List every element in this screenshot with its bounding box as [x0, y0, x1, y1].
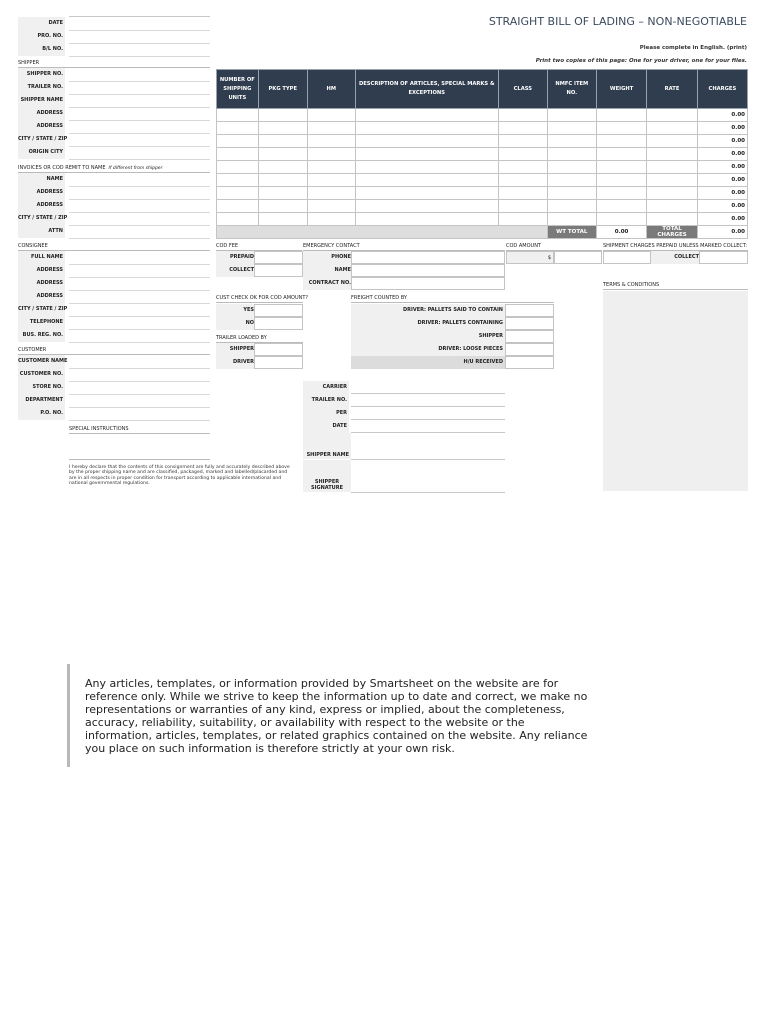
- item-cell[interactable]: [498, 122, 547, 135]
- item-cell[interactable]: [217, 135, 259, 148]
- emergency-name-field[interactable]: [351, 264, 505, 277]
- item-cell[interactable]: [258, 200, 307, 213]
- item-charges-cell[interactable]: 0.00: [697, 187, 747, 200]
- item-cell[interactable]: [307, 200, 355, 213]
- item-row: [217, 200, 748, 213]
- item-cell[interactable]: [258, 161, 307, 174]
- item-cell[interactable]: [596, 148, 646, 161]
- item-row: [217, 174, 748, 187]
- item-cell[interactable]: [596, 122, 646, 135]
- carrier-date-label: DATE: [303, 420, 349, 433]
- prepaid-field[interactable]: [254, 251, 303, 264]
- invoices-heading-note: If different from shipper: [108, 166, 163, 171]
- disclaimer-bar: [67, 664, 70, 767]
- item-cell[interactable]: [498, 174, 547, 187]
- top-rule: [69, 16, 210, 17]
- shipper-name-field[interactable]: [351, 459, 505, 460]
- shipment-collect-field[interactable]: [699, 251, 748, 264]
- shipper-signature-label: SHIPPER SIGNATURE: [303, 460, 351, 492]
- item-cell[interactable]: [355, 135, 498, 148]
- item-cell[interactable]: [647, 109, 697, 122]
- emergency-phone-label: PHONE: [303, 251, 351, 264]
- contract-no-field[interactable]: [351, 277, 505, 290]
- col-header-hm: HM: [307, 70, 355, 109]
- items-table-wrap: [216, 69, 748, 239]
- item-charges-cell[interactable]: 0.00: [697, 122, 747, 135]
- consignee-heading: CONSIGNEE: [18, 243, 210, 251]
- customer-department-3-field[interactable]: [69, 407, 210, 408]
- freight-driver-pallets-containing-label: DRIVER: PALLETS CONTAINING: [351, 317, 505, 330]
- col-header-description: DESCRIPTION OF ARTICLES, SPECIAL MARKS & EXCEPTIONS: [355, 70, 498, 109]
- carrier-carrier-field[interactable]: [351, 393, 505, 394]
- item-cell[interactable]: [547, 135, 596, 148]
- item-charges-cell[interactable]: 0.00: [697, 200, 747, 213]
- shipper-address-4-label: ADDRESS: [18, 120, 65, 133]
- customer-customer-no-1-label: CUSTOMER NO.: [18, 368, 65, 381]
- shipper-origin-city-6-field[interactable]: [69, 159, 210, 160]
- consignee-city-state-zip-4-field[interactable]: [69, 316, 210, 317]
- invoice-address-2-label: ADDRESS: [18, 199, 65, 212]
- freight-driver-loose-pieces-field[interactable]: [505, 343, 554, 356]
- item-row: [217, 213, 748, 226]
- item-cell[interactable]: [498, 109, 547, 122]
- shipper-address-3-field[interactable]: [69, 120, 210, 121]
- top-pro-no-field[interactable]: [69, 43, 210, 44]
- total-charges-label: TOTAL CHARGES: [647, 226, 697, 239]
- item-cell[interactable]: [547, 122, 596, 135]
- top-b-l-no-field[interactable]: [69, 56, 210, 57]
- special-instructions-field[interactable]: [69, 434, 210, 460]
- shipment-charges-blank[interactable]: [603, 251, 651, 264]
- customer-p-o-no-4-field[interactable]: [69, 420, 210, 421]
- shipper-heading: SHIPPER: [18, 60, 210, 68]
- cod-amount-field[interactable]: [554, 251, 602, 264]
- item-cell[interactable]: [258, 122, 307, 135]
- item-cell[interactable]: [547, 174, 596, 187]
- item-cell[interactable]: [355, 187, 498, 200]
- invoices-heading: [18, 165, 210, 173]
- customer-store-no-2-label: STORE NO.: [18, 381, 65, 394]
- loaded-driver-label: DRIVER: [216, 356, 254, 369]
- invoice-name-0-field[interactable]: [69, 186, 210, 187]
- invoice-name-0-label: NAME: [18, 173, 65, 186]
- item-cell[interactable]: [217, 174, 259, 187]
- consignee-telephone-5-label: TELEPHONE: [18, 316, 65, 329]
- freight-h-u-received-field[interactable]: [505, 356, 554, 369]
- declaration-text: I hereby declare that the contents of this consignment are fully and accurately described above by the proper shipping name and are classified, packaged, marked and labelled/placarded and are in all respects in proper condition for transport according to applicable international and national governmental regulations.: [69, 465, 290, 487]
- item-charges-cell[interactable]: 0.00: [697, 161, 747, 174]
- cust-check-heading: CUST CHECK OK FOR COD AMOUNT?: [216, 295, 309, 301]
- item-cell[interactable]: [307, 148, 355, 161]
- wt-total-label: WT TOTAL: [547, 226, 596, 239]
- item-cell[interactable]: [647, 135, 697, 148]
- invoices-heading-text: INVOICES OR COD REMIT TO NAME: [18, 165, 106, 171]
- item-cell[interactable]: [217, 148, 259, 161]
- col-header-units: NUMBER OF SHIPPING UNITS: [217, 70, 259, 109]
- item-cell[interactable]: [355, 161, 498, 174]
- no-field[interactable]: [254, 317, 303, 330]
- item-row: [217, 148, 748, 161]
- shipment-collect-label: COLLECT: [651, 251, 699, 264]
- invoice-attn-4-label: ATTN: [18, 225, 65, 238]
- item-cell[interactable]: [498, 187, 547, 200]
- consignee-address-1-field[interactable]: [69, 277, 210, 278]
- freight-driver-loose-pieces-label: DRIVER: LOOSE PIECES: [351, 343, 505, 356]
- col-header-charges: CHARGES: [697, 70, 747, 109]
- customer-heading: CUSTOMER: [18, 347, 210, 355]
- item-cell[interactable]: [547, 148, 596, 161]
- item-charges-cell[interactable]: 0.00: [697, 213, 747, 226]
- item-cell[interactable]: [307, 122, 355, 135]
- yes-label: YES: [216, 304, 254, 317]
- loaded-driver-field[interactable]: [254, 356, 303, 369]
- shipper-shipper-name-2-field[interactable]: [69, 107, 210, 108]
- item-cell[interactable]: [258, 174, 307, 187]
- top-pro-no-label: PRO. NO.: [18, 30, 65, 43]
- shipment-charges-heading: SHIPMENT CHARGES PREPAID UNLESS MARKED COLLECT:: [603, 243, 748, 249]
- item-row: [217, 187, 748, 200]
- wt-total-value: 0.00: [596, 226, 646, 239]
- top-date-field[interactable]: [69, 30, 210, 31]
- item-charges-cell[interactable]: 0.00: [697, 148, 747, 161]
- item-cell[interactable]: [217, 200, 259, 213]
- item-cell[interactable]: [258, 148, 307, 161]
- freight-driver-pallets-said-to-contain-label: DRIVER: PALLETS SAID TO CONTAIN: [351, 304, 505, 317]
- emergency-name-label: NAME: [303, 264, 351, 277]
- contract-no-label: CONTRACT NO.: [303, 277, 351, 290]
- trailer-loaded-heading: TRAILER LOADED BY: [216, 335, 303, 343]
- item-cell[interactable]: [647, 200, 697, 213]
- item-cell[interactable]: [647, 213, 697, 226]
- shipper-trailer-no-1-field[interactable]: [69, 94, 210, 95]
- customer-customer-name-0-label: CUSTOMER NAME: [18, 355, 65, 368]
- carrier-trailer-no-field[interactable]: [351, 406, 505, 407]
- carrier-per-field[interactable]: [351, 419, 505, 420]
- item-cell[interactable]: [547, 161, 596, 174]
- item-cell[interactable]: [647, 174, 697, 187]
- terms-area[interactable]: [603, 291, 748, 491]
- freight-h-u-received-label: H/U RECEIVED: [351, 356, 505, 369]
- shipper-city-state-zip-5-label: CITY / STATE / ZIP: [18, 133, 65, 146]
- cod-fee-heading: COD FEE: [216, 243, 302, 251]
- item-row: [217, 161, 748, 174]
- top-date-label: DATE: [18, 17, 65, 30]
- item-cell[interactable]: [307, 187, 355, 200]
- invoice-attn-4-field[interactable]: [69, 238, 210, 239]
- item-cell[interactable]: [596, 213, 646, 226]
- no-label: NO: [216, 317, 254, 330]
- shipper-shipper-no-0-field[interactable]: [69, 81, 210, 82]
- page-title: STRAIGHT BILL OF LADING – NON-NEGOTIABLE: [488, 15, 747, 28]
- item-cell[interactable]: [498, 161, 547, 174]
- loaded-shipper-field[interactable]: [254, 343, 303, 356]
- item-cell[interactable]: [258, 135, 307, 148]
- carrier-trailer-no-label: TRAILER NO.: [303, 394, 349, 407]
- item-charges-cell[interactable]: 0.00: [697, 174, 747, 187]
- item-cell[interactable]: [258, 213, 307, 226]
- disclaimer-text: Any articles, templates, or information provided by Smartsheet on the website are for reference only. While we strive to keep the information up to date and correct, we make no representations or warranties of any kind, express or implied, about the completeness, accuracy, reliability, suitability, or availability with respect to the website or the information, articles, templates, or related graphics contained on the website. Any reliance you place on such information is therefore strictly at your own risk.: [85, 677, 588, 756]
- emergency-phone-field[interactable]: [351, 251, 505, 264]
- shipper-name-label: SHIPPER NAME: [303, 433, 351, 459]
- customer-p-o-no-4-label: P.O. NO.: [18, 407, 65, 420]
- freight-driver-pallets-containing-field[interactable]: [505, 317, 554, 330]
- item-cell[interactable]: [217, 109, 259, 122]
- consignee-address-3-label: ADDRESS: [18, 290, 65, 303]
- col-header-class: CLASS: [498, 70, 547, 109]
- item-cell[interactable]: [217, 213, 259, 226]
- shipper-city-state-zip-5-field[interactable]: [69, 146, 210, 147]
- item-cell[interactable]: [547, 187, 596, 200]
- item-cell[interactable]: [596, 200, 646, 213]
- shipper-trailer-no-1-label: TRAILER NO.: [18, 81, 65, 94]
- freight-shipper-field[interactable]: [505, 330, 554, 343]
- invoice-city-state-zip-3-field[interactable]: [69, 225, 210, 226]
- invoice-address-1-field[interactable]: [69, 199, 210, 200]
- item-charges-cell[interactable]: 0.00: [697, 109, 747, 122]
- item-cell[interactable]: [217, 122, 259, 135]
- consignee-full-name-0-label: FULL NAME: [18, 251, 65, 264]
- item-cell[interactable]: [307, 213, 355, 226]
- item-cell[interactable]: [355, 213, 498, 226]
- shipper-address-3-label: ADDRESS: [18, 107, 65, 120]
- collect-field[interactable]: [254, 264, 303, 277]
- item-cell[interactable]: [307, 174, 355, 187]
- item-cell[interactable]: [498, 135, 547, 148]
- item-cell[interactable]: [307, 135, 355, 148]
- top-b-l-no-label: B/L NO.: [18, 43, 65, 56]
- customer-customer-no-1-field[interactable]: [69, 381, 210, 382]
- invoice-address-2-field[interactable]: [69, 212, 210, 213]
- item-row: [217, 109, 748, 122]
- item-cell[interactable]: [258, 109, 307, 122]
- item-cell[interactable]: [647, 161, 697, 174]
- prepaid-label: PREPAID: [216, 251, 254, 264]
- item-cell[interactable]: [498, 148, 547, 161]
- item-cell[interactable]: [355, 122, 498, 135]
- item-cell[interactable]: [596, 135, 646, 148]
- item-cell[interactable]: [217, 187, 259, 200]
- item-cell[interactable]: [217, 161, 259, 174]
- item-cell[interactable]: [307, 161, 355, 174]
- cod-currency: $: [506, 251, 554, 264]
- carrier-carrier-label: CARRIER: [303, 381, 349, 394]
- col-header-rate: RATE: [647, 70, 697, 109]
- collect-label: COLLECT: [216, 264, 254, 277]
- shipper-signature-field[interactable]: [351, 492, 505, 493]
- shipper-address-4-field[interactable]: [69, 133, 210, 134]
- freight-driver-pallets-said-to-contain-field[interactable]: [505, 304, 554, 317]
- item-cell[interactable]: [355, 200, 498, 213]
- consignee-city-state-zip-4-label: CITY / STATE / ZIP: [18, 303, 65, 316]
- item-cell[interactable]: [547, 200, 596, 213]
- item-cell[interactable]: [498, 200, 547, 213]
- consignee-address-1-label: ADDRESS: [18, 264, 65, 277]
- item-cell[interactable]: [596, 187, 646, 200]
- item-charges-cell[interactable]: 0.00: [697, 135, 747, 148]
- freight-shipper-label: SHIPPER: [351, 330, 505, 343]
- item-cell[interactable]: [547, 109, 596, 122]
- item-cell[interactable]: [596, 161, 646, 174]
- consignee-full-name-0-field[interactable]: [69, 264, 210, 265]
- loaded-shipper-label: SHIPPER: [216, 343, 254, 356]
- invoice-city-state-zip-3-label: CITY / STATE / ZIP: [18, 212, 65, 225]
- consignee-address-2-label: ADDRESS: [18, 277, 65, 290]
- instructions-note: Please complete in English. (print): [639, 45, 747, 51]
- totals-row: [217, 226, 748, 239]
- customer-customer-name-0-field[interactable]: [69, 368, 210, 369]
- consignee-telephone-5-field[interactable]: [69, 329, 210, 330]
- col-header-nmfc: NMFC ITEM NO.: [547, 70, 596, 109]
- customer-department-3-label: DEPARTMENT: [18, 394, 65, 407]
- freight-counted-heading: FREIGHT COUNTED BY: [351, 295, 554, 303]
- item-row: [217, 135, 748, 148]
- shipper-shipper-no-0-label: SHIPPER NO.: [18, 68, 65, 81]
- print-note: Print two copies of this page: One for your driver, one for your files.: [535, 58, 747, 64]
- special-instructions-heading: SPECIAL INSTRUCTIONS: [69, 426, 210, 434]
- item-cell[interactable]: [547, 213, 596, 226]
- item-cell[interactable]: [258, 187, 307, 200]
- consignee-bus-reg-no-6-field[interactable]: [69, 342, 210, 343]
- cod-amount-heading: COD AMOUNT: [506, 243, 602, 251]
- item-cell[interactable]: [596, 109, 646, 122]
- carrier-date-field[interactable]: [351, 432, 505, 433]
- item-cell[interactable]: [355, 148, 498, 161]
- item-row: [217, 122, 748, 135]
- carrier-per-label: PER: [303, 407, 349, 420]
- items-table: [216, 69, 748, 239]
- item-cell[interactable]: [647, 148, 697, 161]
- yes-field[interactable]: [254, 304, 303, 317]
- item-cell[interactable]: [647, 187, 697, 200]
- item-cell[interactable]: [596, 174, 646, 187]
- customer-store-no-2-field[interactable]: [69, 394, 210, 395]
- item-cell[interactable]: [307, 109, 355, 122]
- consignee-address-2-field[interactable]: [69, 290, 210, 291]
- total-charges-value: 0.00: [697, 226, 747, 239]
- emergency-heading: EMERGENCY CONTACT: [303, 243, 505, 251]
- shipper-shipper-name-2-label: SHIPPER NAME: [18, 94, 65, 107]
- consignee-address-3-field[interactable]: [69, 303, 210, 304]
- item-cell[interactable]: [355, 109, 498, 122]
- item-cell[interactable]: [647, 122, 697, 135]
- item-cell[interactable]: [355, 174, 498, 187]
- item-cell[interactable]: [498, 213, 547, 226]
- col-header-weight: WEIGHT: [596, 70, 646, 109]
- invoice-address-1-label: ADDRESS: [18, 186, 65, 199]
- terms-heading: TERMS & CONDITIONS: [603, 282, 748, 290]
- consignee-bus-reg-no-6-label: BUS. REG. NO.: [18, 329, 65, 342]
- shipper-origin-city-6-label: ORIGIN CITY: [18, 146, 65, 159]
- col-header-pkg-type: PKG TYPE: [258, 70, 307, 109]
